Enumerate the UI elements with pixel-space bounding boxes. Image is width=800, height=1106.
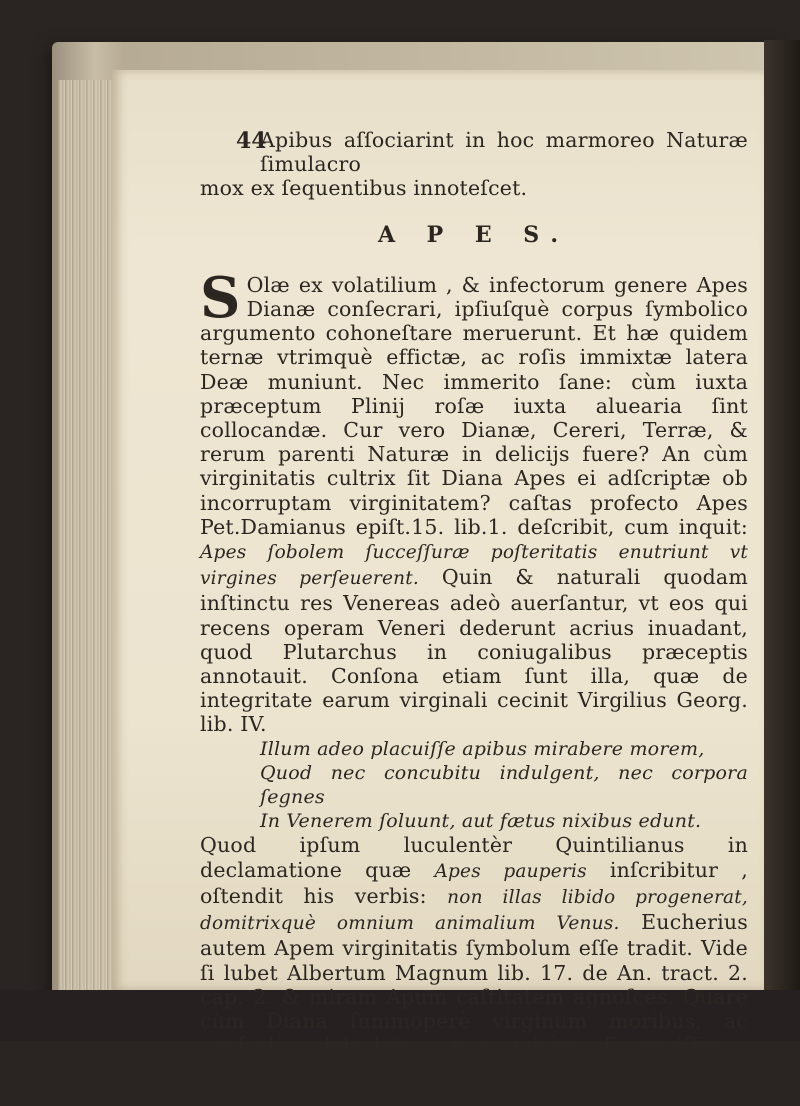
para1-body: Dianæ conſecrari, ipſiuſquè corpus ſymbolico argumento cohoneſtare meruerunt. Et hæ quidem ternæ vtrimquè effictæ, ac roſis immixtæ latera Deæ muniunt. Nec immerito ſane: cùm iuxta præceptum Plinij roſæ iuxta aluearia ſint collocandæ. Cur vero Dianæ, Cereri, Terræ, & rerum parenti Naturæ in delicijs fuere? An cùm virginitatis cultrix ſit Diana Apes ei adſcriptæ ob incorruptam virginitatem? caſtas profecto Apes Pet.Damianus epiſt.15. lib.1. deſcribit, cum inquit:	[200, 297, 748, 539]
para1-first-line: Olæ ex volatilium , & infectorum genere Apes	[246, 272, 748, 297]
page-number: 44	[236, 128, 267, 154]
verse-block	[200, 737, 748, 834]
verse-line-1: Illum adeo placuiſſe apibus mirabere morem,	[260, 737, 705, 760]
quote-quintilianus: non illas libido progenerat, domitrixquè omnium animalium Venus.	[200, 886, 748, 935]
para2-end: Eucherius autem Apem virginitatis ſymbolum eſſe tradit. Vide ſi lubet Albertum Magnum lib. 17. de An. tract. 2. cap. 2. & miram Apum caſtitatem agnoſces. Quare cùm Diana ſummoperè virginum moribus, ac conſortio delectetur, non mirùm ſi puriſſimas Apicu-	[200, 910, 748, 1082]
catchword: las	[618, 1081, 648, 1106]
paragraph-2	[200, 833, 748, 1081]
verse-line-3: In Venerem ſoluunt, aut fætus nixibus edunt.	[260, 810, 702, 833]
para2-start: Quod ipſum luculentèr Quintilianus in declamatione quæ	[200, 833, 748, 882]
intro-line-1: Apibus aſſociarint in hoc marmoreo Naturæ ſimulacro	[260, 128, 748, 177]
paragraph-1	[200, 264, 748, 737]
drop-cap: S	[200, 264, 241, 331]
verse-line-2: Quod nec concubitu indulgent, nec corpora ſegnes	[260, 761, 748, 809]
page-text	[200, 128, 748, 1106]
para1-continuation: Quin & naturali quodam inſtinctu res Venereas adeò auerſantur, vt eos qui recens operam Veneri dederunt acrius inuadant, quod Plutarchus in coniugalibus præceptis annotauit. Conſona etiam ſunt illa, quæ de integritate earum virginali cecinit Virgilius Georg. lib. IV.	[200, 565, 748, 737]
quote-apes-pauperis: Apes pauperis	[434, 860, 587, 882]
intro-line-2: mox ex ſequentibus innoteſcet.	[200, 176, 528, 201]
right-background	[764, 40, 800, 1000]
section-heading: A P E S.	[377, 221, 571, 248]
quote-damianus: Apes ſobolem ſucceſſuræ poſteritatis enutriunt vt virgines perſeuerent.	[200, 542, 748, 590]
para2-mid: inſcribitur , oſtendit his verbis:	[200, 857, 748, 908]
